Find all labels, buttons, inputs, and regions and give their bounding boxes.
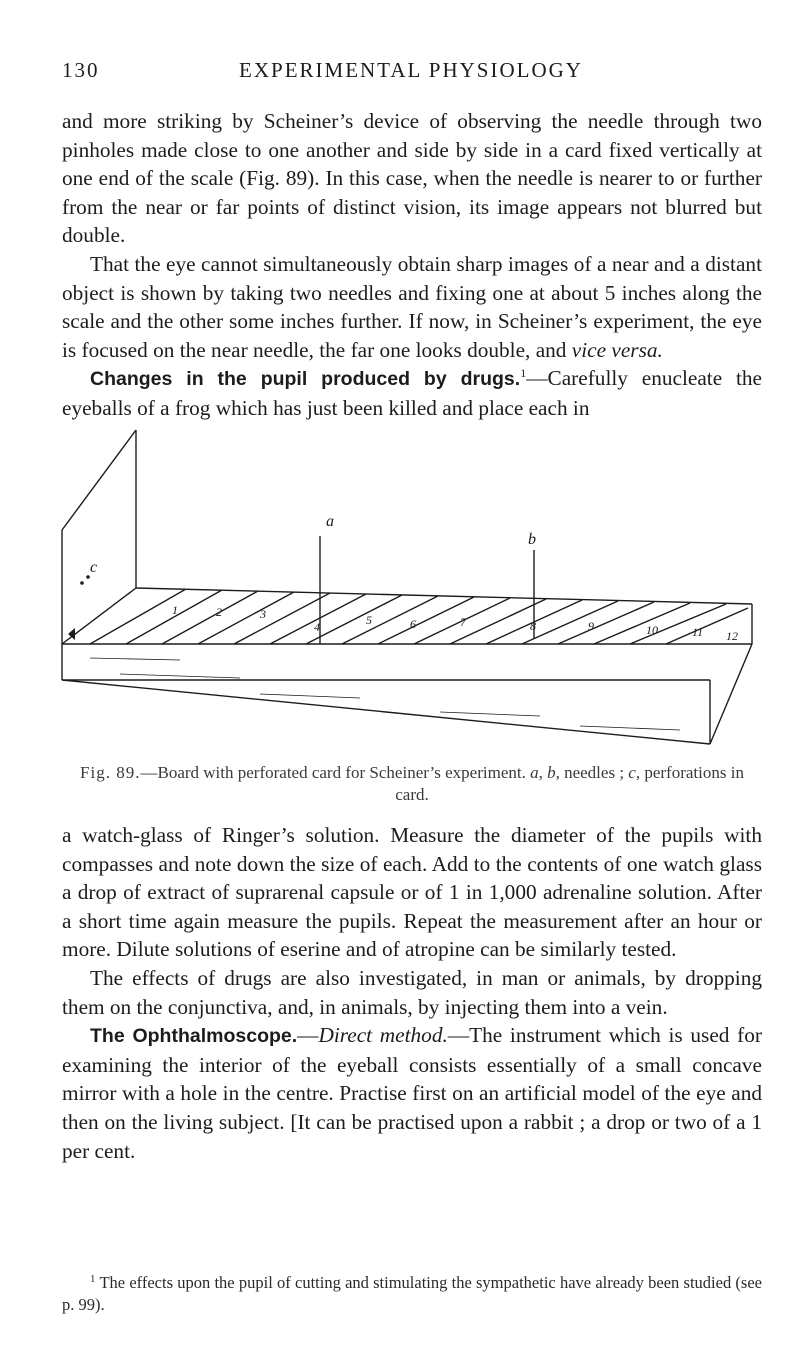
scale-number: 2 [216, 605, 222, 619]
page-header [62, 58, 760, 88]
text-block-bottom [62, 821, 762, 1165]
figure-caption: Fig. 89.—Board with perforated card for Scheiner’s experiment. a, b, needles ; c, perforations in card. [80, 763, 744, 804]
figure-label: Fig. 89. [80, 763, 141, 782]
page-number: 130 [62, 58, 100, 82]
footnote-marker: 1 [90, 1273, 96, 1285]
section-heading-ophthalmoscope: The Ophthalmoscope. [90, 1025, 298, 1048]
scale-number: 9 [588, 619, 594, 633]
perforation-dot [80, 581, 84, 585]
scale-number: 4 [314, 620, 320, 634]
direct-method: Direct method. [318, 1023, 448, 1048]
figure-89 [60, 426, 772, 750]
section-heading-pupil-drugs: Changes in the pupil produced by drugs. [90, 368, 521, 391]
scale-number: 5 [366, 613, 372, 627]
paragraph-watch-glass: a watch-glass of Ringer’s solution. Measure the diameter of the pupils with compasses and note down the size of each. Add to the contents of one watch glass a drop of extract of suprarenal capsule or of 1 in 1,000 adrenaline solution. After a short time again measure the pupils. Repeat the measurement after an hour or more. Dilute solutions of eserine and of atropine can be similarly tested. [62, 823, 762, 962]
scale-number: 1 [172, 603, 178, 617]
scale-number: 8 [530, 619, 536, 633]
scale-number: 7 [460, 615, 466, 629]
paragraph-pupil-drugs: Changes in the pupil produced by drugs.$^1$—Carefully enucleate the eyeballs of a frog which has just been killed and place each in [62, 366, 762, 420]
paragraph-near-distant: That the eye cannot simultaneously obtain sharp images of a near and a distant object is shown by taking two needles and fixing one at about 5 inches along the scale and the other some inches further. If now, in Scheiner’s experiment, the eye is focused on the near needle, the far one looks double, and vice versa. [62, 251, 762, 362]
paragraph-effects-of-drugs: The effects of drugs are also investigated, in man or animals, by dropping them on the conjunctiva, and, in animals, by injecting them into a vein. [62, 965, 762, 1019]
paragraph-ophthalmoscope: The Ophthalmoscope.—Direct method.—The instrument which is used for examining the interior of the eyeball consists essentially of a small concave mirror with a hole in the centre. Practise first on an artificial model of the eye and then on the living subject. [It can be practised upon a rabbit ; a drop or two of a 1 per cent. [62, 1023, 762, 1163]
scale-number: 12 [726, 629, 738, 643]
running-title: EXPERIMENTAL PHYSIOLOGY [239, 58, 583, 82]
label-perforations-c: c [90, 559, 98, 576]
footnote: $^1$ The effects upon the pupil of cutting and stimulating the sympathetic have already been studied (see p. 99). [62, 1273, 762, 1314]
scale-number: 6 [410, 617, 416, 631]
scale-number: 3 [260, 607, 266, 621]
vice-versa: vice versa. [571, 337, 663, 362]
scale-number: 10 [646, 623, 658, 637]
scale-number: 11 [692, 625, 704, 639]
text-block-top [62, 107, 762, 423]
footnote-ref: 1 [520, 366, 527, 381]
board-illustration [60, 426, 772, 750]
label-needle-a: a [326, 513, 334, 530]
label-needle-b: b [528, 531, 536, 548]
paragraph-scheiner-device: and more striking by Scheiner’s device of observing the needle through two pinholes made close to one another and side by side in a card fixed vertically at one end of the scale (Fig. 89). In this case, when the needle is nearer to or further from the near or far points of distinct vision, its image appears not blurred but double. [62, 109, 762, 248]
